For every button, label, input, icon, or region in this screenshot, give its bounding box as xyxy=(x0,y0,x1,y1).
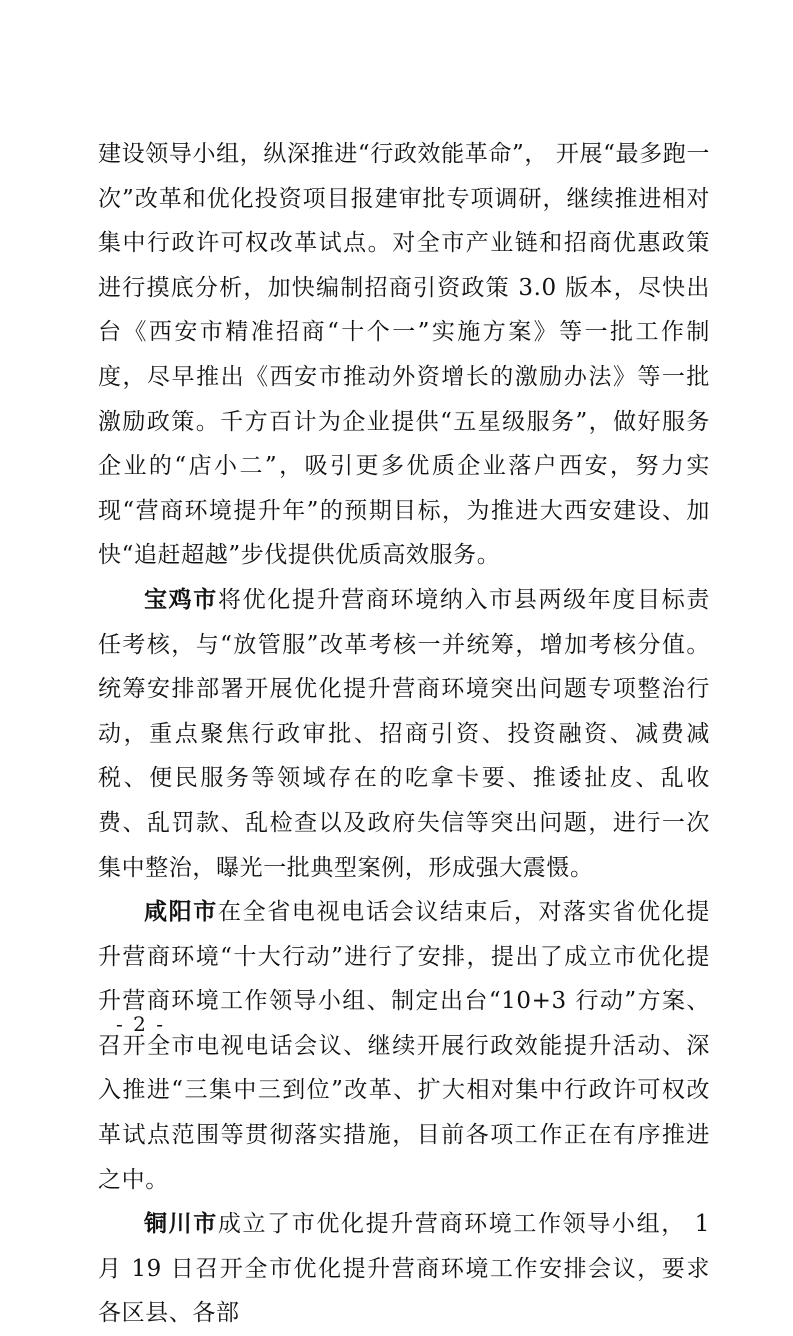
paragraph-text: 在全省电视电话会议结束后，对落实省优化提升营商环境“十大行动”进行了安排，提出了成立市优化提升营商环境工作领导小组、制定出台“10+3 行动”方案、召开全市电视电话会议、继续开展行政效能提升活动、深入推进“三集中三到位”改革、扩大相对集中行政许可权改革试点范围等贯彻落实措施，目前各项工作正在有序推进之中。 xyxy=(98,899,710,1193)
paragraph-text: 建设领导小组，纵深推进“行政效能革命”， 开展“最多跑一次”改革和优化投资项目报建审批专项调研，继续推进相对集中行政许可权改革试点。对全市产业链和招商优惠政策进行摸底分析，加快编制招商引资政策 3.0 版本，尽快出台《西安市精准招商“十个一”实施方案》等一批工作制度，尽早推出《西安市推动外资增长的激励办法》等一批激励政策。千方百计为企业提供“五星级服务”，做好服务企业的“店小二”，吸引更多优质企业落户西安，努力实现“营商环境提升年”的预期目标，为推进大西安建设、加快“追赶超越”步伐提供优质高效服务。 xyxy=(98,141,710,569)
page-number: - 2 - xyxy=(116,1012,165,1036)
city-name-tongchuan: 铜川市 xyxy=(144,1211,218,1238)
paragraph-text: 成立了市优化提升营商环境工作领导小组， 1 月 19 日召开全市优化提升营商环境工作安排会议，要求各区县、各部 xyxy=(98,1211,710,1327)
paragraph-text: 将优化提升营商环境纳入市县两级年度目标责任考核，与“放管服”改革考核一并统筹，增加考核分值。统筹安排部署开展优化提升营商环境突出问题专项整治行动，重点聚焦行政审批、招商引资、投资融资、减费减税、便民服务等领域存在的吃拿卡要、推诿扯皮、乱收费、乱罚款、乱检查以及政府失信等突出问题，进行一次集中整治，曝光一批典型案例，形成强大震慑。 xyxy=(98,586,710,881)
paragraph-xian-continued xyxy=(98,132,710,578)
paragraph-tongchuan xyxy=(98,1202,710,1336)
body-text xyxy=(98,132,710,1336)
paragraph-xianyang xyxy=(98,890,710,1202)
city-name-baoji: 宝鸡市 xyxy=(144,586,218,613)
city-name-xianyang: 咸阳市 xyxy=(144,899,218,926)
paragraph-baoji xyxy=(98,578,710,890)
